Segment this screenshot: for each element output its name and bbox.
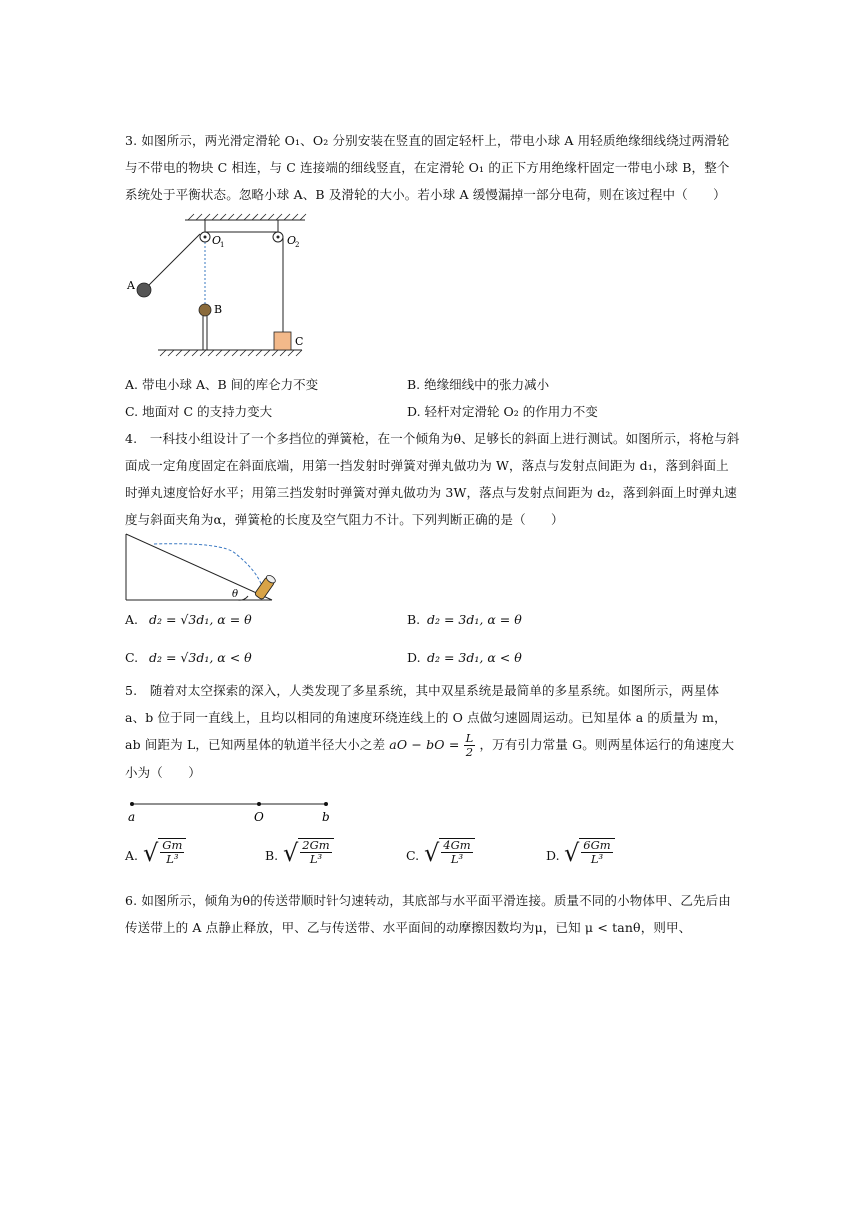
label-theta: θ bbox=[232, 589, 239, 600]
question-4-text: 4. 一科技小组设计了一个多挡位的弹簧枪，在一个倾角为θ、足够长的斜面上进行测试。如图所示，将枪与斜面成一定角度固定在斜面底端，用第一挡发射时弹簧对弹丸做功为 W，落点与发射点间距为 d₁，落到斜面上时弹丸速度恰好水平；用第三挡发射时弹簧对弹丸做功为 3W，落点与发射点间距为 d₂，落到斜面上时弹丸速度与斜面夹角为α，弹簧枪的长度及空气阻力不计。下列判断正确的是（ ） bbox=[125, 431, 740, 527]
question-5-options bbox=[125, 838, 745, 878]
option-c-label: C. bbox=[406, 848, 420, 863]
question-4 bbox=[125, 425, 740, 533]
block-c bbox=[274, 332, 291, 350]
option-d-formula: √ $\frac{6Gm}{\text{L³}}$ bbox=[564, 838, 615, 868]
option-c-formula: √ $\frac{4Gm}{\text{L³}}$ bbox=[424, 838, 475, 868]
question-5-fraction bbox=[464, 732, 476, 759]
option-c-label: C. bbox=[125, 650, 139, 665]
option-a-label: A. bbox=[125, 612, 139, 627]
option-b-label: B. bbox=[265, 848, 279, 863]
option-a-label: A. bbox=[125, 848, 139, 863]
question-5-figure bbox=[124, 797, 344, 825]
option-b: B. 绝缘细线中的张力减小 bbox=[407, 377, 550, 392]
ball-a bbox=[137, 283, 151, 297]
question-3-options-row-2 bbox=[125, 402, 745, 424]
question-5-text-b: ，万有引力常量 G。则两星体运行的角速度大小为（ ） bbox=[125, 737, 735, 780]
option-b-numerator: 2Gm bbox=[302, 838, 330, 852]
question-6-text: 6. 如图所示，倾角为θ的传送带顺时针匀速转动，其底部与水平面平滑连接。质量不同的小物体甲、乙先后由传送带上的 A 点静止释放，甲、乙与传送带、水平面间的动摩擦因数均为μ，已知 μ < tanθ，则甲、 bbox=[125, 893, 731, 935]
label-c: C bbox=[295, 335, 304, 348]
question-5-text bbox=[125, 677, 740, 786]
option-d-denominator: L³ bbox=[590, 852, 604, 866]
option-c-formula: d₂ = √3d₁, α < θ bbox=[149, 650, 252, 665]
question-4-options-row-1 bbox=[125, 612, 745, 634]
question-4-figure bbox=[124, 532, 284, 604]
question-5-text-a: 5. 随着对太空探索的深入，人类发现了多星系统，其中双星系统是最简单的多星系统。如图所示，两星体 a、b 位于同一直线上，且均以相同的角速度环绕连线上的 O 点做匀速圆周运动。已知星体 a 的质量为 m，ab 间距为 L，已知两星体的轨道半径大小之差 bbox=[125, 683, 727, 752]
label-o1-sub: 1 bbox=[220, 241, 225, 249]
fraction-numerator: L bbox=[465, 731, 474, 745]
option-a-formula: d₂ = √3d₁, α = θ bbox=[149, 612, 252, 627]
option-c-numerator: 4Gm bbox=[443, 838, 471, 852]
option-d-formula: d₂ = 3d₁, α < θ bbox=[427, 650, 522, 665]
question-4-options-row-2 bbox=[125, 650, 745, 672]
label-star-b: b bbox=[322, 810, 330, 824]
option-d-label: D. bbox=[546, 848, 560, 863]
label-o2: O bbox=[287, 234, 297, 247]
ball-b bbox=[199, 304, 211, 316]
option-c: C. 地面对 C 的支持力变大 bbox=[125, 404, 273, 419]
option-a-denominator: L³ bbox=[166, 852, 179, 866]
label-b: B bbox=[214, 303, 223, 316]
option-b-formula: √ $\frac{2Gm}{\text{L³}}$ bbox=[283, 838, 334, 868]
option-a: A. 带电小球 A、B 间的库仑力不变 bbox=[125, 377, 319, 392]
label-star-a: a bbox=[128, 810, 136, 824]
option-a-formula: √ $\frac{Gm}{\text{L³}}$ bbox=[143, 838, 186, 868]
question-5-relation: aO − bO = bbox=[389, 737, 460, 752]
option-d-numerator: 6Gm bbox=[583, 838, 611, 852]
label-a: A bbox=[127, 279, 135, 292]
question-6 bbox=[125, 887, 740, 941]
label-point-o: O bbox=[254, 810, 264, 824]
option-d: D. 轻杆对定滑轮 O₂ 的作用力不变 bbox=[407, 404, 598, 419]
option-b-formula: d₂ = 3d₁, α = θ bbox=[427, 612, 522, 627]
question-3-options-row-1 bbox=[125, 375, 745, 397]
option-c-denominator: L³ bbox=[450, 852, 464, 866]
option-b-label: B. bbox=[407, 612, 421, 627]
question-3-figure bbox=[120, 212, 320, 362]
question-3-text: 3. 如图所示，两光滑定滑轮 O₁、O₂ 分别安装在竖直的固定轻杆上，带电小球 A 用轻质绝缘细线绕过两滑轮与不带电的物块 C 相连，与 C 连接端的细线竖直，在定滑轮 O₁ 的正下方用绝缘杆固定一带电小球 B，整个系统处于平衡状态。忽略小球 A、B 及滑轮的大小。若小球 A 缓慢漏掉一部分电荷，则在该过程中（ ） bbox=[125, 133, 730, 202]
option-a-numerator: Gm bbox=[162, 838, 183, 852]
label-o2-sub: 2 bbox=[295, 241, 300, 249]
question-5 bbox=[125, 677, 740, 786]
label-o1: O bbox=[212, 234, 222, 247]
option-b-denominator: L³ bbox=[309, 852, 323, 866]
option-d-label: D. bbox=[407, 650, 421, 665]
fraction-denominator: 2 bbox=[465, 745, 474, 759]
question-3 bbox=[125, 127, 740, 208]
